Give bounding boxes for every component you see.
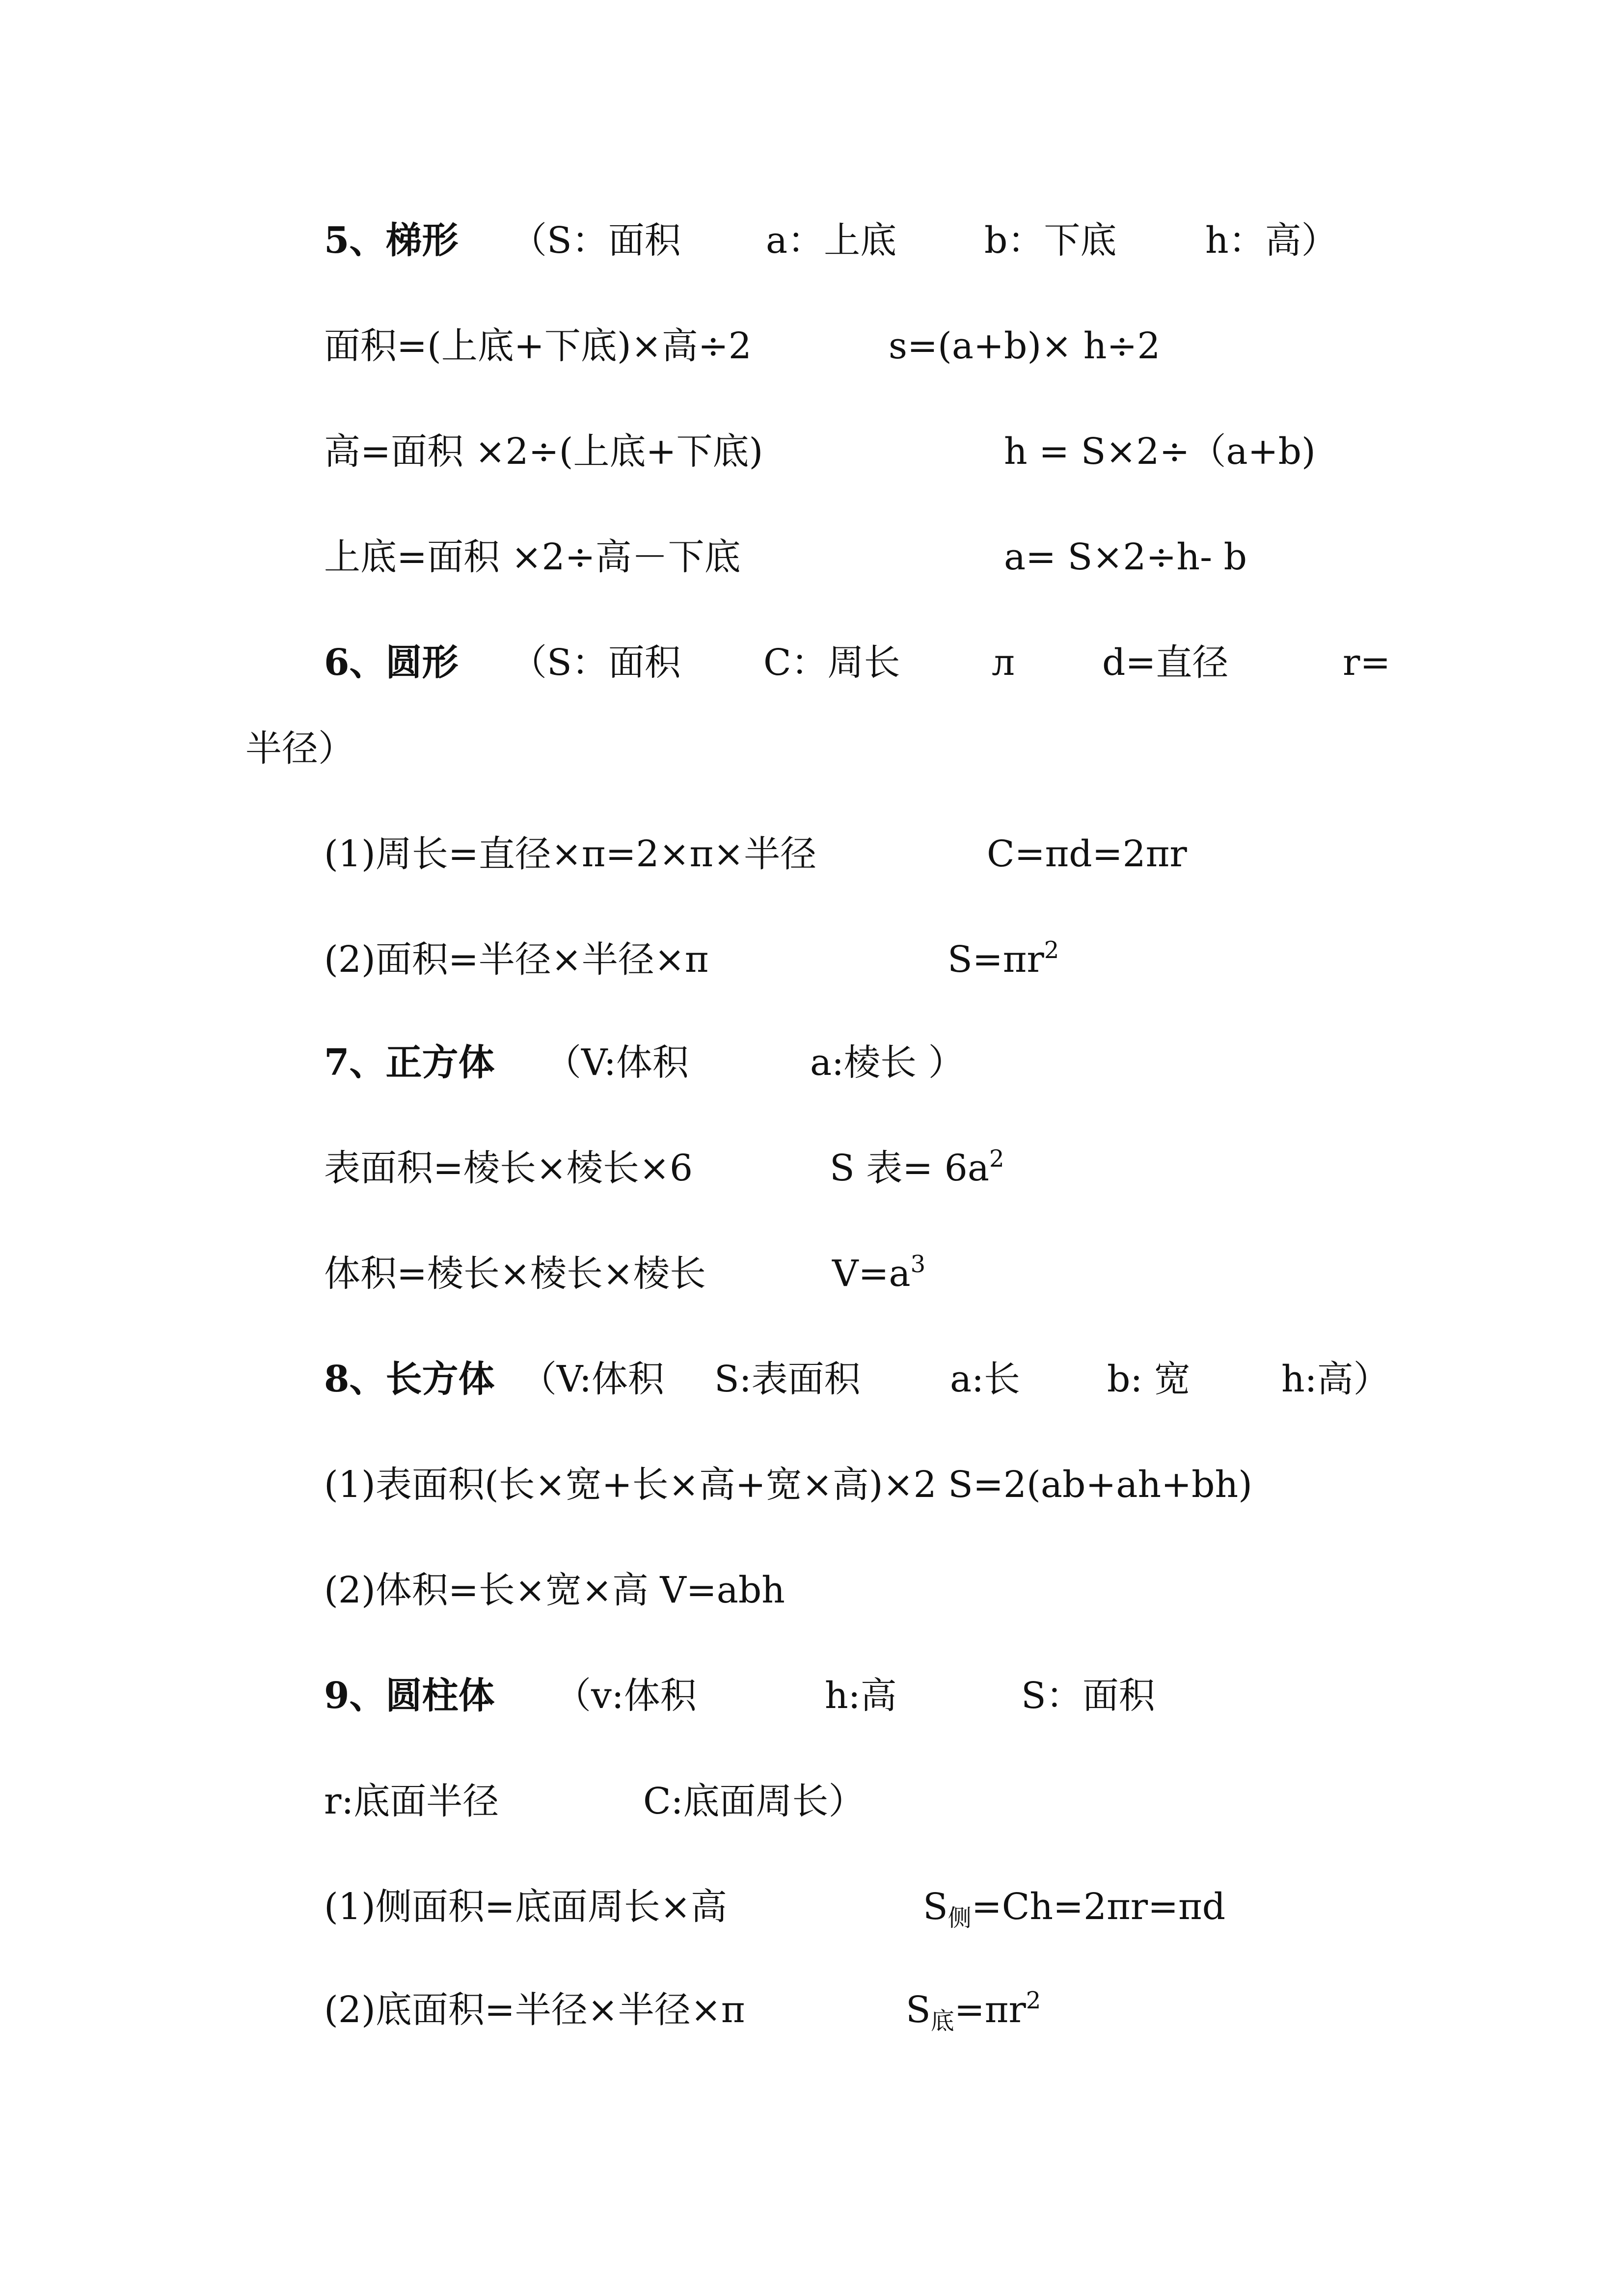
legend-item: h:高: [825, 1675, 897, 1717]
formula-rest: =πr: [954, 1989, 1026, 2031]
legend-item: d=直径: [1102, 641, 1229, 684]
formula-text: (1)周长=直径×π=2×π×半径: [324, 833, 817, 875]
legend-item: r=: [1343, 641, 1391, 684]
legend-item: （S：面积: [511, 641, 681, 684]
legend-item: （V:体积: [545, 1041, 689, 1084]
formula-text: 表面积=棱长×棱长×6: [324, 1147, 693, 1189]
legend-item: （v:体积: [555, 1675, 697, 1717]
formula-symbolic: [947, 933, 1059, 987]
legend-item: b：下底: [984, 219, 1117, 262]
section-title: 5、梯形: [324, 219, 459, 262]
formula-text: 面积=(上底+下底)×高÷2: [324, 325, 752, 367]
formula-symbolic: s=(a+b)× h÷2: [889, 325, 1161, 367]
subscript: 底: [930, 2007, 954, 2035]
superscript: 2: [1044, 936, 1059, 964]
legend-item: h：高）: [1205, 219, 1338, 262]
formula-text: (1)表面积(长×宽+长×高+宽×高)×2 S=2(ab+ah+bh): [324, 1464, 1253, 1506]
formula-main: S: [906, 1989, 931, 2031]
formula-symbolic: [832, 1247, 925, 1301]
legend-item: C:底面周长）: [643, 1780, 865, 1822]
formula-symbolic: h = S×2÷（a+b): [1004, 430, 1316, 473]
legend-item: a:棱长 ）: [810, 1041, 965, 1084]
formula-text: 体积=棱长×棱长×棱长: [324, 1253, 706, 1295]
formula-main: S 表= 6a: [830, 1147, 989, 1189]
formula-main: S=πr: [947, 938, 1044, 981]
pi-symbol: л: [992, 641, 1015, 684]
legend-item: a:长: [950, 1358, 1021, 1400]
formula-main: S: [923, 1886, 948, 1928]
formula-text: (1)侧面积=底面周长×高: [324, 1886, 727, 1928]
formula-symbolic: [923, 1880, 1225, 1934]
formula-text: 高=面积 ×2÷(上底+下底): [324, 430, 763, 473]
legend-item: （V:体积: [520, 1358, 664, 1400]
superscript: 3: [910, 1251, 926, 1278]
legend-item: S:表面积: [714, 1358, 861, 1400]
legend-item: C：周长: [763, 641, 900, 684]
legend-item: S：面积: [1021, 1675, 1155, 1717]
legend-item: a：上底: [766, 219, 897, 262]
formula-symbolic: a= S×2÷h- b: [1004, 536, 1247, 578]
legend-item: h:高）: [1281, 1358, 1390, 1400]
formula-text: (2)底面积=半径×半径×π: [324, 1989, 745, 2031]
formula-text: 上底=面积 ×2÷高－下底: [324, 536, 741, 578]
formula-rest: =Ch=2πr=πd: [971, 1886, 1226, 1928]
section-title: 7、正方体: [324, 1041, 495, 1084]
legend-item: b: 宽: [1107, 1358, 1191, 1400]
section-title: 9、圆柱体: [324, 1675, 495, 1717]
formula-symbolic: [830, 1141, 1004, 1195]
subscript: 侧: [947, 1904, 972, 1932]
section-title: 8、长方体: [324, 1358, 495, 1400]
section-title: 6、圆形: [324, 641, 459, 684]
formula-main: V=a: [832, 1253, 911, 1295]
legend-item: 半径）: [245, 727, 354, 770]
formula-symbolic: C=πd=2πr: [987, 833, 1187, 875]
formula-text: (2)体积=长×宽×高 V=abh: [324, 1569, 785, 1611]
legend-item: r:底面半径: [324, 1780, 499, 1822]
formula-symbolic: [906, 1983, 1041, 2037]
superscript: 2: [1026, 1987, 1041, 2014]
legend-item: （S：面积: [511, 219, 681, 262]
superscript: 2: [989, 1145, 1004, 1173]
formula-text: (2)面积=半径×半径×π: [324, 938, 709, 981]
